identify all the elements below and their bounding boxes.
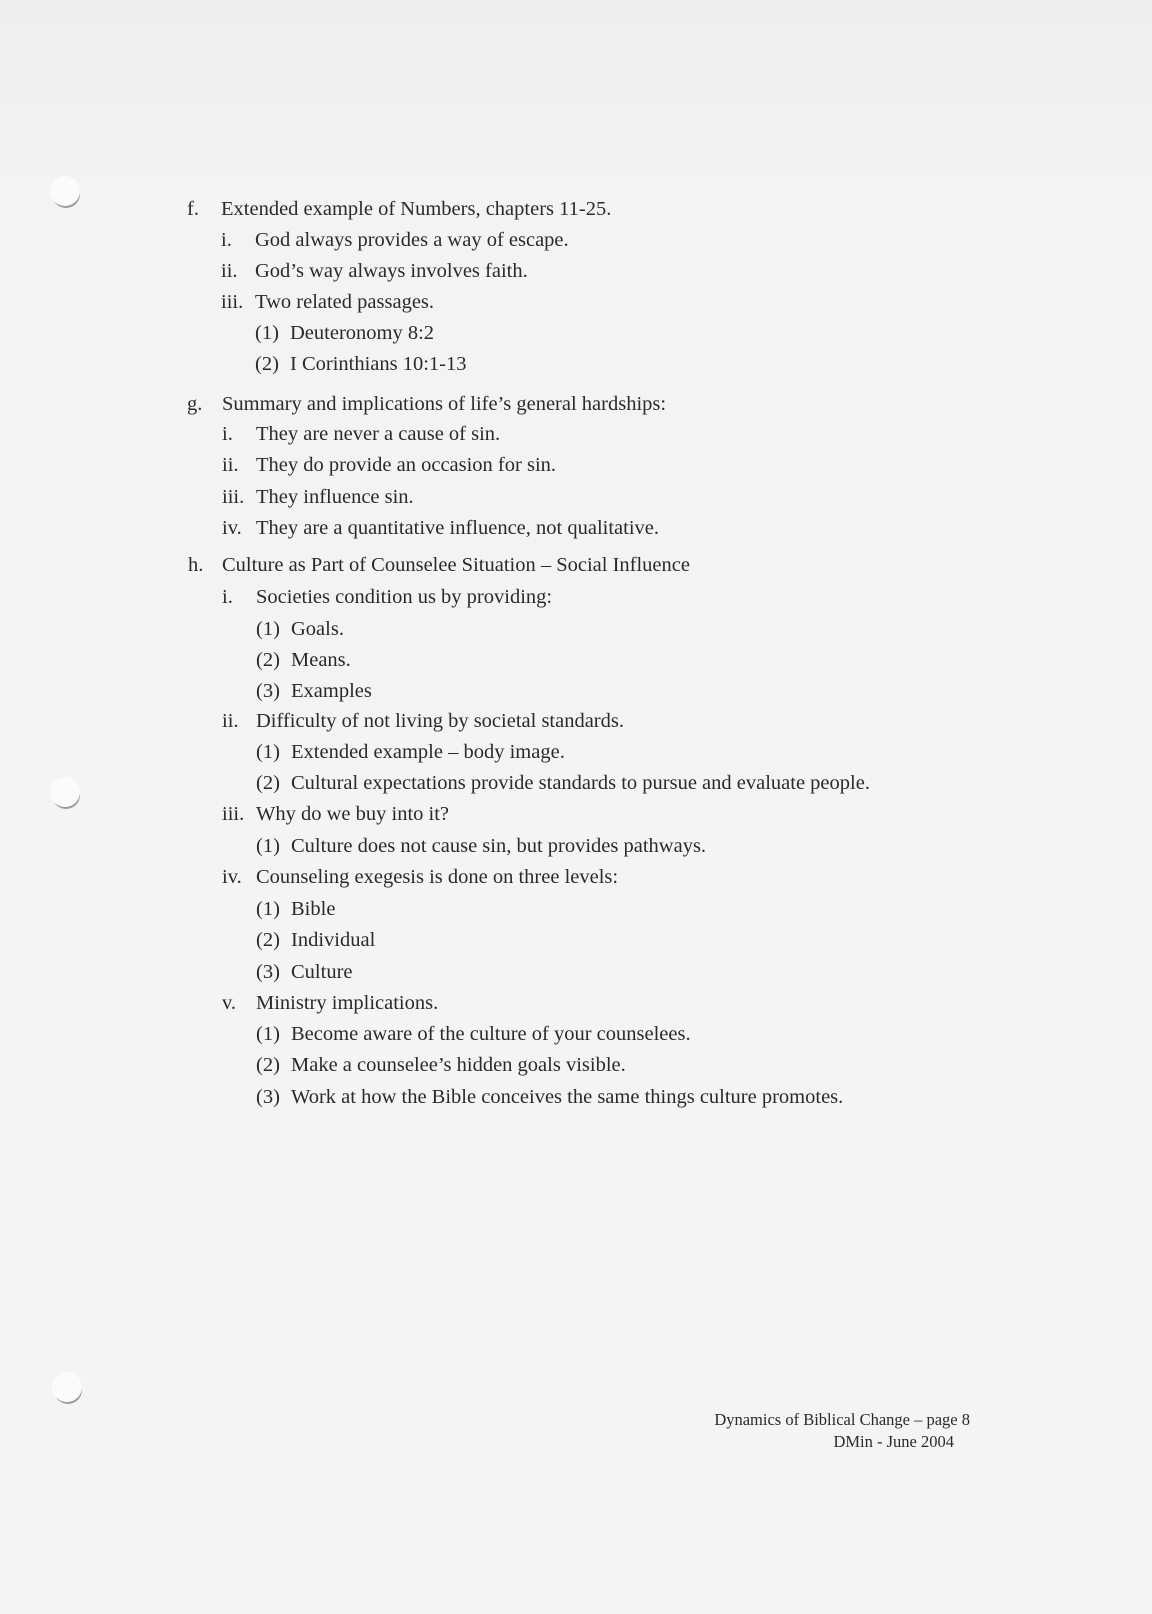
item-label: (2) (256, 772, 280, 794)
footer-page-number: 8 (961, 1410, 970, 1429)
item-text: I Corinthians 10:1-13 (290, 353, 467, 375)
item-label: i. (222, 586, 233, 608)
item-label: ii. (221, 260, 238, 282)
footer-title: Dynamics of Biblical Change – page (714, 1410, 958, 1429)
item-label: (2) (256, 1054, 280, 1076)
item-label: (3) (256, 680, 280, 702)
item-label: f. (187, 198, 199, 220)
item-text: Extended example of Numbers, chapters 11-25. (221, 198, 612, 220)
item-text: Difficulty of not living by societal standards. (256, 710, 624, 732)
item-label: (3) (256, 961, 280, 983)
item-text: Societies condition us by providing: (256, 586, 553, 608)
item-label: h. (188, 554, 204, 576)
item-label: (1) (256, 741, 280, 763)
item-text: They are never a cause of sin. (256, 423, 501, 445)
item-label: iv. (222, 517, 242, 539)
item-label: (1) (255, 322, 279, 344)
item-text: They do provide an occasion for sin. (256, 454, 557, 476)
item-text: Two related passages. (255, 291, 435, 313)
item-text: Bible (291, 898, 336, 920)
item-label: ii. (222, 710, 239, 732)
item-text: Make a counselee’s hidden goals visible. (291, 1054, 626, 1076)
item-text: Culture as Part of Counselee Situation – Social Influence (222, 554, 690, 576)
item-text: Culture (291, 961, 353, 983)
item-text: Culture does not cause sin, but provides pathways. (291, 835, 707, 857)
item-text: Ministry implications. (256, 992, 439, 1014)
item-label: (2) (255, 353, 279, 375)
item-text: Individual (291, 929, 376, 951)
item-label: iv. (222, 866, 242, 888)
item-label: (3) (256, 1086, 280, 1108)
punch-hole (52, 1372, 82, 1402)
item-text: Counseling exegesis is done on three levels: (256, 866, 619, 888)
footer-course: DMin - June 2004 (833, 1432, 954, 1451)
item-label: i. (222, 423, 233, 445)
item-label: v. (222, 992, 237, 1014)
item-text: Deuteronomy 8:2 (290, 322, 435, 344)
item-label: i. (221, 229, 232, 251)
item-text: God’s way always involves faith. (255, 260, 528, 282)
item-text: Extended example – body image. (291, 741, 565, 763)
item-text: Means. (291, 649, 351, 671)
footer-title-line (714, 1409, 970, 1431)
item-text: Why do we buy into it? (256, 803, 450, 825)
item-label: iii. (222, 486, 245, 508)
item-text: Work at how the Bible conceives the same things culture promotes. (291, 1086, 844, 1108)
item-text: Cultural expectations provide standards to pursue and evaluate people. (291, 772, 870, 794)
item-text: Become aware of the culture of your counselees. (291, 1023, 691, 1045)
item-label: (1) (256, 1023, 280, 1045)
item-text: Examples (291, 680, 372, 702)
item-label: (2) (256, 649, 280, 671)
item-text: Summary and implications of life’s general hardships: (222, 393, 667, 415)
punch-hole (50, 176, 80, 206)
item-label: ii. (222, 454, 239, 476)
item-label: g. (187, 393, 203, 415)
item-label: (1) (256, 618, 280, 640)
item-label: (2) (256, 929, 280, 951)
item-text: They influence sin. (256, 486, 414, 508)
item-text: They are a quantitative influence, not qualitative. (256, 517, 660, 539)
item-label: (1) (256, 835, 280, 857)
punch-hole (50, 777, 80, 807)
item-label: (1) (256, 898, 280, 920)
item-label: iii. (222, 803, 245, 825)
item-text: Goals. (291, 618, 344, 640)
item-label: iii. (221, 291, 244, 313)
item-text: God always provides a way of escape. (255, 229, 569, 251)
